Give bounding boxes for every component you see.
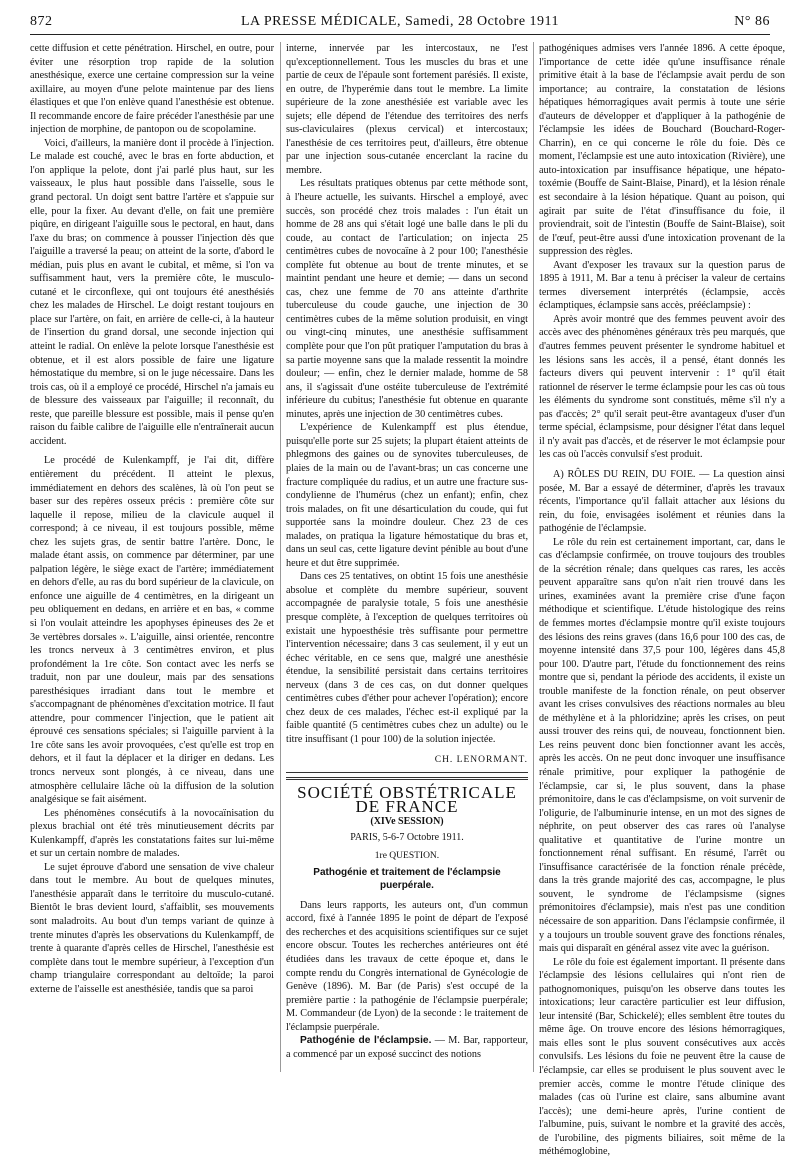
journal-title: LA PRESSE MÉDICALE, Samedi, 28 Octobre 1911 — [240, 14, 560, 29]
paragraph: interne, innervée par les intercostaux, ne l'est qu'exceptionnellement. Tous les muscles du bras et une partie de ceux de l'épaule sont fortement parésiés. Il existe, en outre, de l'hyperémie dans tout le membre. La limite supérieure de la zone anesthésiée est variable avec les sujets; elle dépend de l'étendue des territoires des nerfs sus-claviculaires (plexus cervical) et intercostaux; l'anesthésie de ces territoires peut, d'ailleurs, être obtenue par une injection sous-cutanée encerclant la racine du membre. — [286, 43, 528, 176]
subsection-heading: Pathogénie de l'éclampsie. — [300, 1035, 432, 1047]
paragraph: Le rôle du foie est également important. Il présente dans l'éclampsie des lésions cellulaires qui n'ont rien de pathognomoniques, puisqu'on les observe dans toutes les intoxications; leur caractère particulier est leur diffusion, leur intensité (Bar, Schickelé); elles semblent être toutes du même âge. On trouve encore des lésions hémorragiques, mais elles sont le plus souvent consécutives aux accès convulsifs. Les lésions du foie ne peuvent être la cause de l'éclampsie, car elles se produisent le plus souvent avec le premier accès, comme le montre l'étude clinique des malades (cas où l'urine est claire, sans albumine avant l'accès); une demi-heure après, l'urine contient de l'albumine, puis, suivant le nombre et la gravité des accès, de l'urobiline, des pigments biliaires, soit même de la méthémoglobine, — [539, 956, 785, 1158]
paragraph: Après avoir montré que des femmes peuvent avoir des accès avec des phénomènes généraux très peu marqués, que d'autres femmes peuvent présenter le syndrome habituel et les lésions sans les accès, il a pensé, étant donnés les facteurs divers qui peuvent intervenir : 1° qu'il était rationnel de réserver le terme éclampsie pour les cas où tous les éléments du syndrome sont constitués, même s'il n'y a pas d'accès; 2° qu'il serait peut-être avantageux d'user d'un terme spécial, éclampsisme, pour désigner l'état dans lequel il n'y avait pas d'accès, et de réserver le mot éclampsie pour les cas où l'accès convulsif s'est produit. — [539, 313, 785, 461]
section-rule — [286, 777, 528, 780]
column-divider — [533, 42, 534, 1072]
column-divider — [280, 42, 281, 1072]
paragraph: Avant d'exposer les travaux sur la question parus de 1895 à 1911, M. Bar a tenu à préciser la valeur de certains termes diversement interprétés (éclampsie, accès éclamptiques, éclampsie sans accès, prééclampsie) : — [539, 259, 785, 312]
paragraph: Le sujet éprouve d'abord une sensation de vive chaleur dans tout le membre. Au bout de quelques minutes, l'anesthésie apparaît dans le territoire du musculo-cutané. Bientôt le bras devient lourd, s'affaiblit, ses mouvements sont maladroits. Au bout d'un temps variant de quinze à trente minutes d'après les observations du Kulenkampff, de trente à quarante d'après celles de Hirschel, l'anesthésie est complète dans tout le membre supérieur, à l'exception d'un champ triangulaire correspondant au deltoïde; la paroi externe de l'aisselle est anesthésiée, tandis que sa paroi — [30, 861, 274, 995]
header-rule — [30, 34, 770, 35]
author-signature: CH. LENORMANT. — [434, 755, 528, 766]
society-title: SOCIÉTÉ OBSTÉTRICALE DE FRANCE — [297, 782, 517, 816]
column-3 — [539, 42, 785, 1158]
paragraph: Dans leurs rapports, les auteurs ont, d'un commun accord, fixé à l'année 1895 le point de départ de l'exposé des recherches et des acquisitions scientifiques sur ce sujet encore obscur. Toutes les recherches antérieures ont été étudiées dans les travaux de cette époque et, dans le compte rendu du Congrès international de Gynécologie de Genève (1896). M. Bar (de Paris) s'est occupé de la première partie : la pathogénie de l'éclampsie puerpérale; M. Commandeur (de Lyon) de la seconde : le traitement de l'éclampsie puerpérale. — [286, 899, 528, 1033]
column-1 — [30, 42, 274, 1072]
paragraph-text: — M. Bar, rapporteur, a commencé par un exposé succinct des notions — [286, 1035, 528, 1060]
paragraph: Dans ces 25 tentatives, on obtint 15 fois une anesthésie absolue et complète du membre supérieur, souvent accompagnée de paralysie totale, 5 fois une anesthésie presque complète, à l'exception de quelques territoires où existait une hypoesthésie très suffisante pour permettre l'intervention nécessaire; dans 3 cas seulement, il y eut un échec véritable, en ce sens que, malgré une anesthésie étendue, la sensibilité persistait dans certains territoires nerveux (dans 3 de ces cas, on dut donner quelques centimètres cubes d'éther pour achever l'opération); encore chez deux de ces malades, l'échec est-il expliqué par la faible quantité (5 centimètres cubes chez un adulte) ou le titre insuffisant (1 pour 100) de la solution injectée. — [286, 571, 528, 745]
question-title: Pathogénie et traitement de l'éclampsie puerpérale. — [313, 866, 501, 892]
paragraph: Le rôle du rein est certainement important, car, dans le cas d'éclampsie confirmée, on trouve toujours des troubles de la sécrétion rénale; dans quelques cas rares, les accès peuvent apparaître sans qu'on n'ait rien trouvé dans les urines, examinées avant la première crise d'une façon méthodique et scientifique. L'étude histologique des reins de femmes mortes d'éclampsie montre qu'il existe toujours des lésions des reins graves (dans 16,6 pour 100 des cas, de moyenne intensité dans 37,5 pour 100, légères dans 45,8 pour 100. D'autre part, l'étude du fonctionnement des reins montre que si, pendant la période des accidents, il existe un trouble manifeste de la fonction rénale, on peut observer avant les crises convulsives des réactions normales au bleu de méthylène et à la phloridzine; après les crises, on peut aussi trouver des reins qui, de nouveau, fonctionnent bien. Les reins peuvent donc bien fonctionner avant les accès, après les accès. On ne peut donc invoquer une insuffisance rénale primitive, pour expliquer la pathogénie de l'éclampsie, car si, le plus souvent, dans la phase prémonitoire, dans le cas d'éclampsisme, on voit survenir de l'oligurie, de l'albuminurie intense, en un mot des signes de néphrite, on peut observer des cas rares où l'analyse qualitative et quantitative de l'urine montre un fonctionnement rénal suffisant. En résumé, l'arrêt ou l'insuffisance caractérisée de la fonction rénale précède, dans la très grande majorité des cas, accompagne, le plus souvent, le syndrome de l'éclampsisme (signes prémonitoires d'éclampsie), mais n'est pas une condition nécessaire de son apparition. Dans l'éclampsie confirmée, il y a toujours un trouble souvent grave des fonctions rénales, mais qui disparaît en général assez vite avec la guérison. — [539, 536, 785, 955]
running-header — [30, 14, 770, 34]
session-label: (XIVe SESSION) — [370, 816, 444, 828]
paragraph: A) RÔLES DU REIN, DU FOIE. — La question ainsi posée, M. Bar a essayé de déterminer, d'après les travaux récents, l'importance qu'il fallait attacher aux lésions du rein, du foie, envisagées isolément et réunies dans la pathogénie de l'éclampsie. — [539, 468, 785, 535]
paragraph: Les résultats pratiques obtenus par cette méthode sont, à l'heure actuelle, les suivants. Hirschel a employé, avec succès, son procédé chez trois malades : l'un était un homme de 28 ans qui s'était logé une balle dans le pli du coude, au contact de l'articulation; on injecta 25 centimètres cubes de novocaïne à 2 pour 100; l'anesthésie complète fut obtenue au bout de trente minutes, et se maintint pendant une heure et demie; — dans un second cas, chez une femme de 70 ans atteinte d'arthrite tuberculeuse du coude gauche, une injection de 30 centimètres cubes de la même solution produisit, en vingt ou vingt-cinq minutes, une anesthésie suffisamment complète pour que l'on pût pratiquer l'amputation du bras à sa partie moyenne sans que la malade ressentit la moindre douleur; — enfin, chez le dernier malade, homme de 58 ans, il s'agissait d'une ostéite tuberculeuse de l'extrémité inférieure du cubitus; l'anesthésie fut obtenue en quarante minutes, après une injection de 30 centimètres cubes. — [286, 178, 528, 420]
column-2 — [286, 42, 528, 1072]
paragraph: Le procédé de Kulenkampff, je l'ai dit, diffère entièrement du précédent. Il atteint le plexus, immédiatement en dehors des scalènes, là où l'on peut se baser sur des repères osseux précis : première côte sur laquelle il repose, milieu de la clavicule auquel il correspond; à ce niveau, il est toujours possible, même chez les sujets gras, de sentir battre l'artère. Donc, le malade étant assis, on commence par déterminer, par une palpation légère, le siège exact de l'artère; immédiatement en dehors d'elle, au ras du bord supérieur de la clavicule, on enfonce une aiguille de 4 centimètres, en la dirigeant un peu obliquement en dedans, en arrière et en bas, « comme si l'on voulait atteindre les apophyses épineuses des 2e et 3e vertèbres dorsales ». L'aiguille, ainsi orientée, rencontre les troncs nerveux à 3 centimètres environ, et plus profondément la 1re côte. Son contact avec les nerfs se traduit, non par une douleur, mais par des sensations paresthésiques irradiant dans tout le membre et s'accompagnant de phénomènes d'excitation motrice. Il faut attendre, pour commencer l'injection, que le patient ait éprouvé ces sensations spéciales; si l'aiguille parvient à la 1re côte sans les avoir provoquées, c'est qu'elle est trop en dehors, et il faut la déplacer et la diriger en dedans. Les troncs nerveux sont plongés, à ce niveau, dans une atmosphère cellulaire lâche où la diffusion de la solution analgésique se fait aisément. — [30, 455, 274, 806]
paragraph: pathogéniques admises vers l'année 1896. A cette époque, l'importance de cette idée qu'une insuffisance rénale primitive était à la base de l'éclampsie avait perdu de son importance; au contraire, la constatation de lésions hépatiques hémorragiques avait permis à toute une série d'auteurs de développer et d'appliquer à la pathogénie de l'éclampsie les idées de Bouchard (Bouchard-Roger-Charrin), en ce qui concerne le rôle du foie. Dès ce moment, l'éclampsie est une auto intoxication (Rivière), une auto-intoxication par insuffisance hépatique, une hépato-toxémie (Bouffe de Saint-Blaise, Pinard), et la lésion rénale est secondaire à la lésion hépatique. Quant au poison, qui agirait par suite de l'état d'insuffisance du foie, il proviendrait, soit de l'intestin (Bouffe de Saint-Blaise), soit de l'œuf, peut-être aussi d'une intoxication provenant de la suppression des règles. — [539, 43, 785, 258]
section-rule — [286, 772, 528, 773]
place-date: PARIS, 5-6-7 Octobre 1911. — [350, 831, 464, 843]
paragraph: Voici, d'ailleurs, la manière dont il procède à l'injection. Le malade est couché, avec le bras en forte abduction, et l'on applique la pelote, dont j'ai parlé plus haut, sur les vaisseaux, le plus haut possible dans l'aisselle, sous le grand pectoral. Un doigt sent battre l'artère et s'appuie sur elle, pour la fixer. Au devant d'elle, on fait une première piqûre, en dirigeant l'aiguille sous le pectoral, en haut, dans l'axe du bras; on commence à pousser l'injection dès que l'aiguille a traversé la peau; on atteint de la sorte, d'abord le médian, puis plus en avant le cubital, et même, si l'on va suffisamment haut, vers la première côte, le musculo-cutané et le circonflexe, qui ont toujours été anesthésiés chez les malades de Hirschel. Le doigt restant toujours en place sur l'artère, on fait, en arrière de celle-ci, à la hauteur de l'insertion du grand dorsal, une seconde injection qui atteint le radial. On enlève la pelote lorsque l'anesthésie est obtenue, et il est alors possible de faire une ligature hémostatique du membre, si on le juge nécessaire. Dans les trois cas, où il a employé ce procédé, Hirschel n'a jamais eu de blessure des vaisseaux par l'aiguille; il reconnaît, du reste, que pareille blessure est possible, mais il pense qu'en raison du faible calibre de l'aiguille elle n'entraînerait aucun accident. — [30, 137, 274, 447]
question-label: 1re QUESTION. — [374, 851, 440, 862]
page-number: 872 — [30, 14, 53, 29]
paragraph — [286, 1034, 528, 1061]
paragraph: cette diffusion et cette pénétration. Hirschel, en outre, pour éviter une résorption trop rapide de la solution anesthésique, exerce une certaine compression sur la veine axillaire, au moyen d'une pelote maintenue par des liens élastiques et que l'on enlève quand l'anesthésie est obtenue. Il recommande encore de faire précéder l'anesthésie par une injection de morphine, de pantopon ou de scopolamine. — [30, 43, 274, 136]
paragraph: Les phénomènes consécutifs à la novocaïnisation du plexus brachial ont été très minutieusement décrits par Kulenkampff, d'après les constatations faites sur lui-même et sur un certain nombre de malades. — [30, 807, 274, 860]
issue-number: N° 86 — [734, 14, 770, 29]
paragraph: L'expérience de Kulenkampff est plus étendue, puisqu'elle porte sur 25 sujets; la plupart étaient atteints de phlegmons des gaines ou de synovites tuberculeuses, de plaies de la main ou de l'avant-bras; un cas concerne une fracture compliquée du radius, et un autre une fracture sus-condylienne de l'humérus (chez un enfant); enfin, chez trois malades, on fit une désarticulation du coude, qui fut supportée sans la moindre douleur. Chez 23 de ces malades, on pratiqua la ligature hémostatique du bras et, dans un seul cas, cette ligature devint pénible au bout d'une heure et dut être supprimée. — [286, 422, 528, 569]
